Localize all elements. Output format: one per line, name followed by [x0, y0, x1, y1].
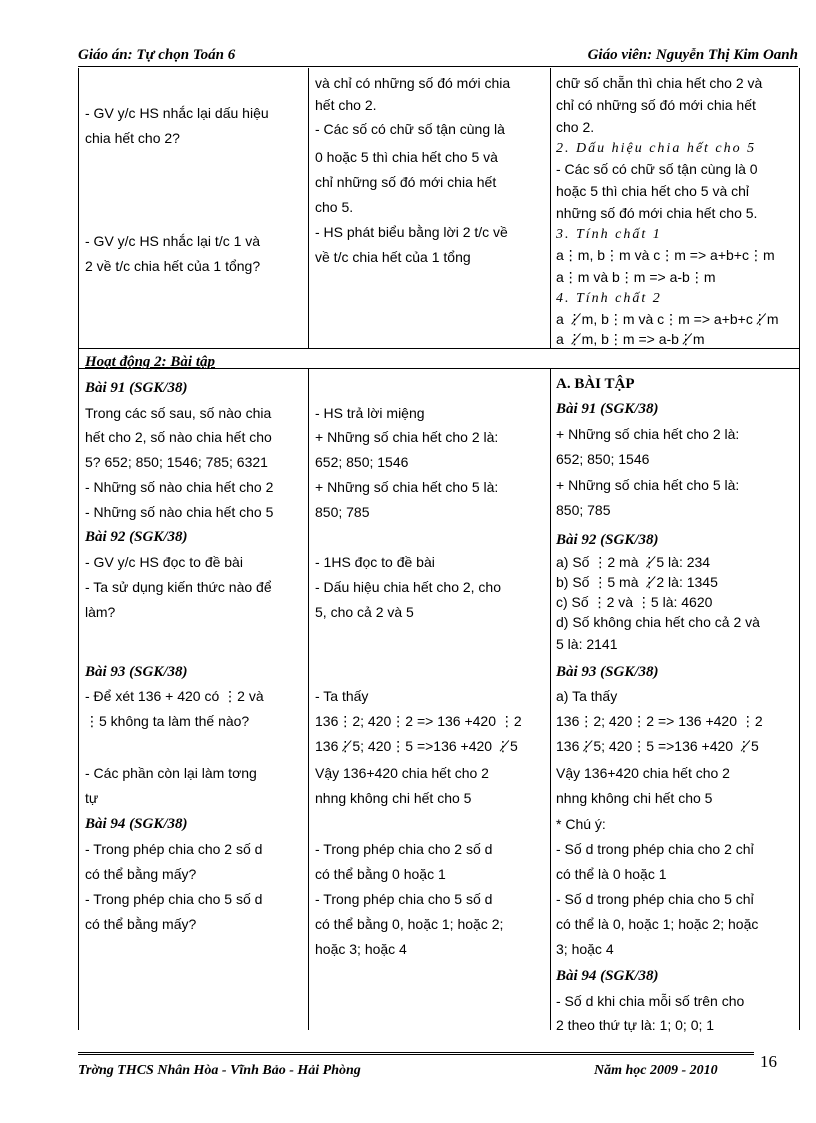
- col1-b93a-2: ⋮5 không ta làm thế nào?: [85, 713, 250, 729]
- col1-b93a-1: - Để xét 136 + 420 có ⋮2 và: [85, 688, 264, 704]
- col2-b92-3: 5, cho cả 2 và 5: [315, 604, 414, 620]
- header-right: Giáo viên: Nguyễn Thị Kim Oanh: [587, 47, 798, 63]
- footer-right: Năm học 2009 - 2010: [594, 1063, 718, 1078]
- col2-b92-1: - 1HS đọc to đề bài: [315, 554, 435, 570]
- col-divider-2-top: [550, 68, 551, 348]
- col3-b94-1: - Số d khi chia mỗi số trên cho: [556, 993, 745, 1009]
- col1-b91-title: Bài 91 (SGK/38): [85, 380, 188, 396]
- col2-b93-1: - Ta thấy: [315, 688, 369, 704]
- col2-b91-5: 850; 785: [315, 504, 370, 520]
- col3-dh5-2: hoặc 5 thì chia hết cho 5 và chỉ: [556, 183, 750, 199]
- col2-b93-4: Vậy 136+420 chia hết cho 2: [315, 765, 489, 781]
- col1-b94-1: - Trong phép chia cho 2 số d: [85, 841, 263, 857]
- col2-top-5: chỉ những số đó mới chia hết: [315, 174, 497, 190]
- col3-b93-title: Bài 93 (SGK/38): [556, 664, 659, 680]
- col3-b93-5: nhng không chi hết cho 5: [556, 790, 713, 806]
- col1-b94-2: có thể bằng mấy?: [85, 866, 197, 882]
- col3-b93-11: 3; hoặc 4: [556, 941, 614, 957]
- col1-b94-3: - Trong phép chia cho 5 số d: [85, 891, 263, 907]
- col2-top-8: về t/c chia hết của 1 tổng: [315, 249, 471, 265]
- col2-top-7: - HS phát biểu bằng lời 2 t/c về: [315, 224, 508, 240]
- col1-b91-3: 5? 652; 850; 1546; 785; 6321: [85, 454, 268, 470]
- col1-top-1: - GV y/c HS nhắc lại dấu hiệu: [85, 105, 269, 121]
- col3-b93-3: 136⋮̸5; 420⋮5 =>136 +420 ⋮̸5: [556, 738, 759, 754]
- col2-top-6: cho 5.: [315, 199, 354, 215]
- col2-b92-2: - Dấu hiệu chia hết cho 2, cho: [315, 579, 502, 595]
- col3-tc1-2: a⋮m và b⋮m => a-b⋮m: [556, 269, 716, 285]
- page-number: 16: [760, 1052, 777, 1071]
- col3-dh5-1: - Các số có chữ số tận cùng là 0: [556, 161, 758, 177]
- page-footer: [78, 1052, 754, 1078]
- col3-b92-1: a) Số ⋮2 mà ⋮̸5 là: 234: [556, 554, 711, 570]
- col3-b91-2: 652; 850; 1546: [556, 451, 650, 467]
- col3-b91-title: Bài 91 (SGK/38): [556, 401, 659, 417]
- col3-b93-2: 136⋮2; 420⋮2 => 136 +420 ⋮2: [556, 713, 763, 729]
- col3-tc1-1: a⋮m, b⋮m và c⋮m => a+b+c⋮m: [556, 247, 775, 263]
- col3-top-3: cho 2.: [556, 119, 595, 135]
- page-header: [78, 46, 798, 67]
- activity-2-heading: Hoạt động 2: Bài tập: [85, 354, 216, 370]
- col1-b93b-2: tự: [85, 790, 99, 806]
- col2-top-2: hết cho 2.: [315, 97, 377, 113]
- col2-b94-4: có thể bằng 0, hoặc 1; hoặc 2;: [315, 916, 504, 932]
- col1-b91-1: Trong các số sau, số nào chia: [85, 405, 272, 421]
- col3-b93-9: - Số d trong phép chia cho 5 chỉ: [556, 891, 754, 907]
- col3-dh5-3: những số đó mới chia hết cho 5.: [556, 205, 758, 221]
- col2-b91-2: + Những số chia hết cho 2 là:: [315, 429, 499, 445]
- col1-b92-2: - Ta sử dụng kiến thức nào để: [85, 579, 272, 595]
- col3-b91-1: + Những số chia hết cho 2 là:: [556, 426, 740, 442]
- col2-b93-3: 136⋮̸5; 420⋮5 =>136 +420 ⋮̸5: [315, 738, 518, 754]
- col3-b93-6: * Chú ý:: [556, 816, 606, 832]
- col3-b94-title: Bài 94 (SGK/38): [556, 968, 659, 984]
- col2-b93-2: 136⋮2; 420⋮2 => 136 +420 ⋮2: [315, 713, 522, 729]
- col1-b93-title: Bài 93 (SGK/38): [85, 664, 188, 680]
- col3-b93-1: a) Ta thấy: [556, 688, 618, 704]
- col3-top-1: chữ số chẵn thì chia hết cho 2 và: [556, 75, 763, 91]
- col2-top-4: 0 hoặc 5 thì chia hết cho 5 và: [315, 149, 498, 165]
- col1-mid-2: 2 về t/c chia hết của 1 tổng?: [85, 258, 261, 274]
- footer-left: Trờng THCS Nhân Hòa - Vĩnh Bảo - Hải Phòng: [78, 1063, 361, 1078]
- col3-b94-2: 2 theo thứ tự là: 1; 0; 0; 1: [556, 1017, 715, 1033]
- col3-exercises-heading: A. BÀI TẬP: [556, 376, 635, 392]
- col2-b91-4: + Những số chia hết cho 5 là:: [315, 479, 499, 495]
- col1-b93b-1: - Các phần còn lại làm tơng: [85, 765, 257, 781]
- col3-b91-3: + Những số chia hết cho 5 là:: [556, 477, 740, 493]
- col1-top-2: chia hết cho 2?: [85, 130, 180, 146]
- col2-b94-5: hoặc 3; hoặc 4: [315, 941, 407, 957]
- col1-b94-title: Bài 94 (SGK/38): [85, 816, 188, 832]
- col2-b91-3: 652; 850; 1546: [315, 454, 409, 470]
- col-divider-2-bottom: [550, 368, 551, 1030]
- col1-b91-5: - Những số nào chia hết cho 5: [85, 504, 274, 520]
- col-divider-1-bottom: [308, 368, 309, 1030]
- col3-tc1-title: 3. Tính chất 1: [556, 227, 662, 242]
- col2-b91-1: - HS trả lời miệng: [315, 405, 425, 421]
- col1-b92-1: - GV y/c HS đọc to đề bài: [85, 554, 243, 570]
- col3-b93-7: - Số d trong phép chia cho 2 chỉ: [556, 841, 754, 857]
- col-divider-1-top: [308, 68, 309, 348]
- col3-b92-3: c) Số ⋮2 và ⋮5 là: 4620: [556, 594, 713, 610]
- col3-b93-8: có thể là 0 hoặc 1: [556, 866, 667, 882]
- col3-b93-10: có thể là 0, hoặc 1; hoặc 2; hoặc: [556, 916, 759, 932]
- col2-top-1: và chỉ có những số đó mới chia: [315, 75, 511, 91]
- col3-b91-4: 850; 785: [556, 502, 611, 518]
- col3-tc2-1: a ⋮̸m, b⋮m và c⋮m => a+b+c⋮̸m: [556, 311, 779, 327]
- header-left: Giáo án: Tự chọn Toán 6: [78, 47, 236, 63]
- col3-b93-4: Vậy 136+420 chia hết cho 2: [556, 765, 730, 781]
- lesson-table: [78, 68, 800, 1033]
- col3-top-2: chỉ có những số đó mới chia hết: [556, 97, 756, 113]
- col3-dh5-title: 2. Dấu hiệu chia hết cho 5: [556, 141, 757, 156]
- col1-mid-1: - GV y/c HS nhắc lại t/c 1 và: [85, 233, 261, 249]
- col2-b94-2: có thể bằng 0 hoặc 1: [315, 866, 446, 882]
- col3-b92-title: Bài 92 (SGK/38): [556, 532, 659, 548]
- col3-b92-2: b) Số ⋮5 mà ⋮̸2 là: 1345: [556, 574, 718, 590]
- col1-b92-title: Bài 92 (SGK/38): [85, 529, 188, 545]
- col2-b94-1: - Trong phép chia cho 2 số d: [315, 841, 493, 857]
- col1-b91-4: - Những số nào chia hết cho 2: [85, 479, 274, 495]
- col1-b94-4: có thể bằng mấy?: [85, 916, 197, 932]
- col3-b92-5: 5 là: 2141: [556, 636, 618, 652]
- col1-b92-3: làm?: [85, 604, 116, 620]
- col2-b94-3: - Trong phép chia cho 5 số d: [315, 891, 493, 907]
- col2-b93-5: nhng không chi hết cho 5: [315, 790, 472, 806]
- col2-top-3: - Các số có chữ số tận cùng là: [315, 121, 505, 137]
- col3-tc2-title: 4. Tính chất 2: [556, 291, 662, 306]
- col3-tc2-2: a ⋮̸m, b⋮m => a-b⋮̸m: [556, 331, 705, 347]
- col1-b91-2: hết cho 2, số nào chia hết cho: [85, 429, 272, 445]
- col3-b92-4: d) Số không chia hết cho cả 2 và: [556, 614, 760, 630]
